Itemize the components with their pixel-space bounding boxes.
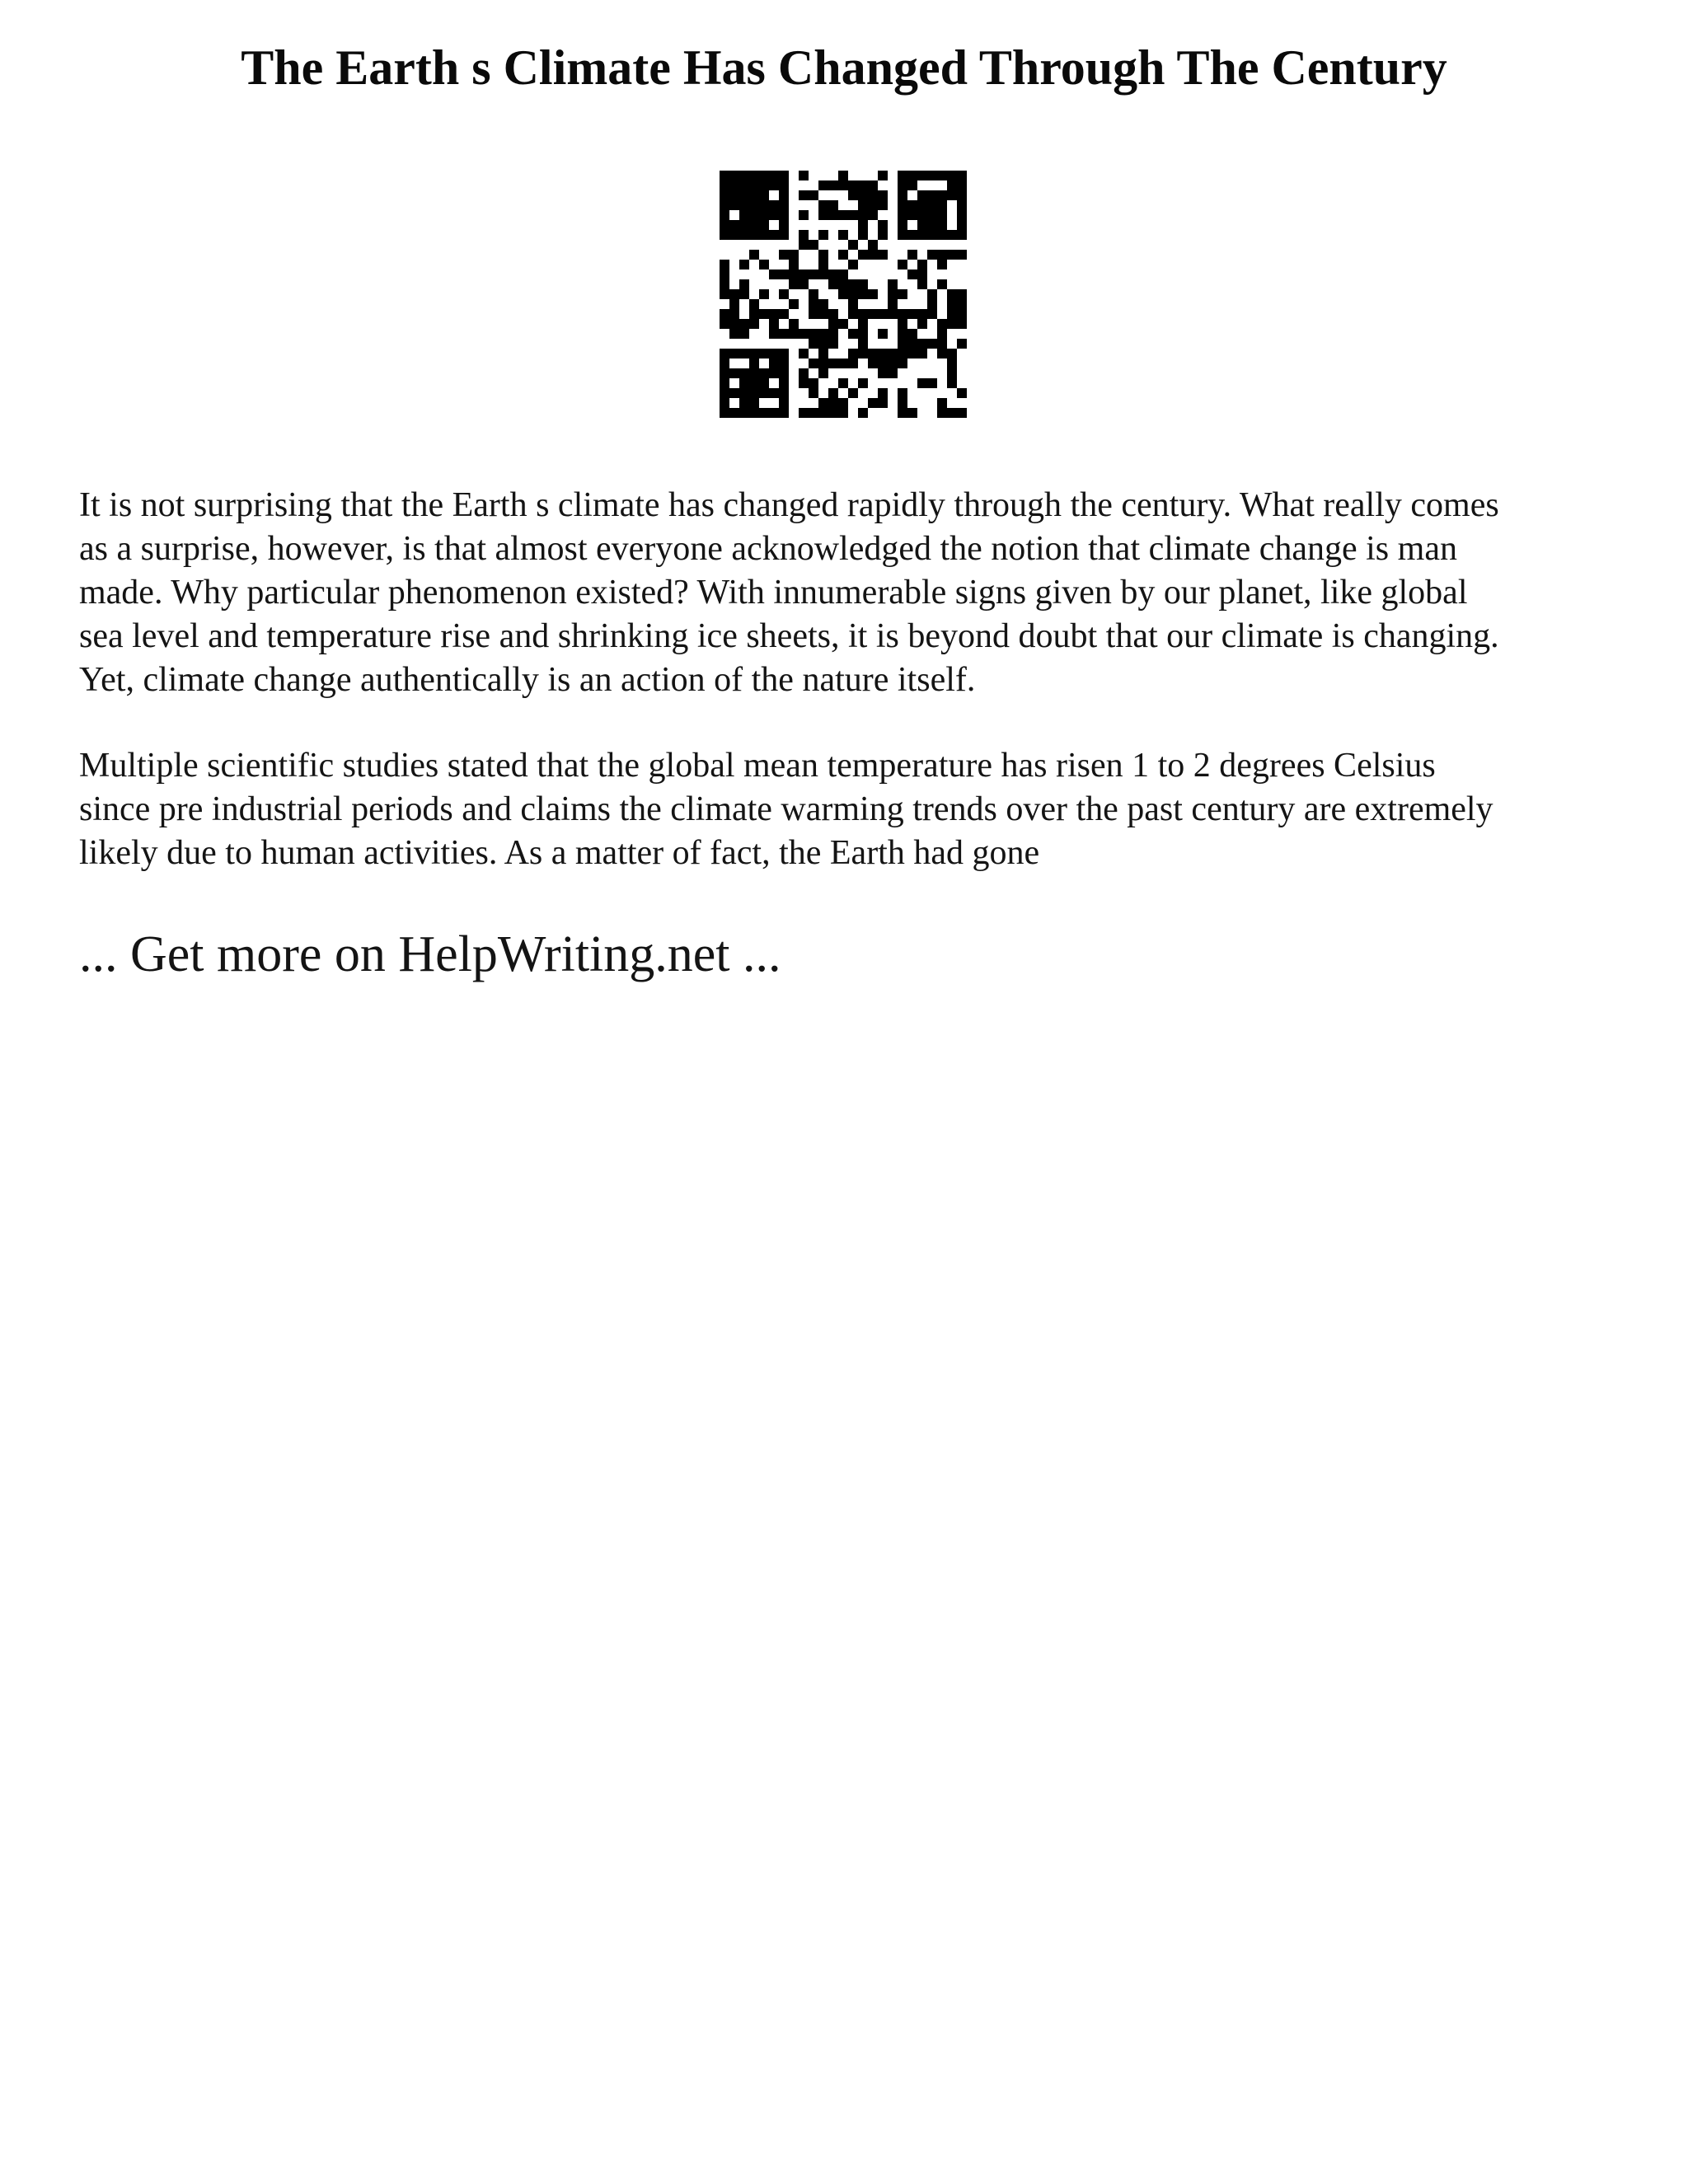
page-title: The Earth s Climate Has Changed Through The Century bbox=[241, 40, 1447, 95]
paragraph-2: Multiple scientific studies stated that the global mean temperature has risen 1 to 2 degrees Celsius since pre industrial periods and claims the climate warming trends over the past century are extremely likely due to human activities. As a matter of fact, the Earth had gone bbox=[79, 747, 1493, 872]
qr-code bbox=[720, 171, 967, 418]
get-more-link[interactable]: ... Get more on HelpWriting.net ... bbox=[79, 926, 781, 982]
paragraph-1: It is not surprising that the Earth s climate has changed rapidly through the century. What really comes as a surprise, however, is that almost everyone acknowledged the notion that climate change is man made. Why particular phenomenon existed? With innumerable signs given by our planet, like global sea level and temperature rise and shrinking ice sheets, it is beyond doubt that our climate is changing. Yet, climate change authentically is an action of the nature itself. bbox=[79, 486, 1499, 699]
qr-code-icon bbox=[720, 171, 967, 418]
